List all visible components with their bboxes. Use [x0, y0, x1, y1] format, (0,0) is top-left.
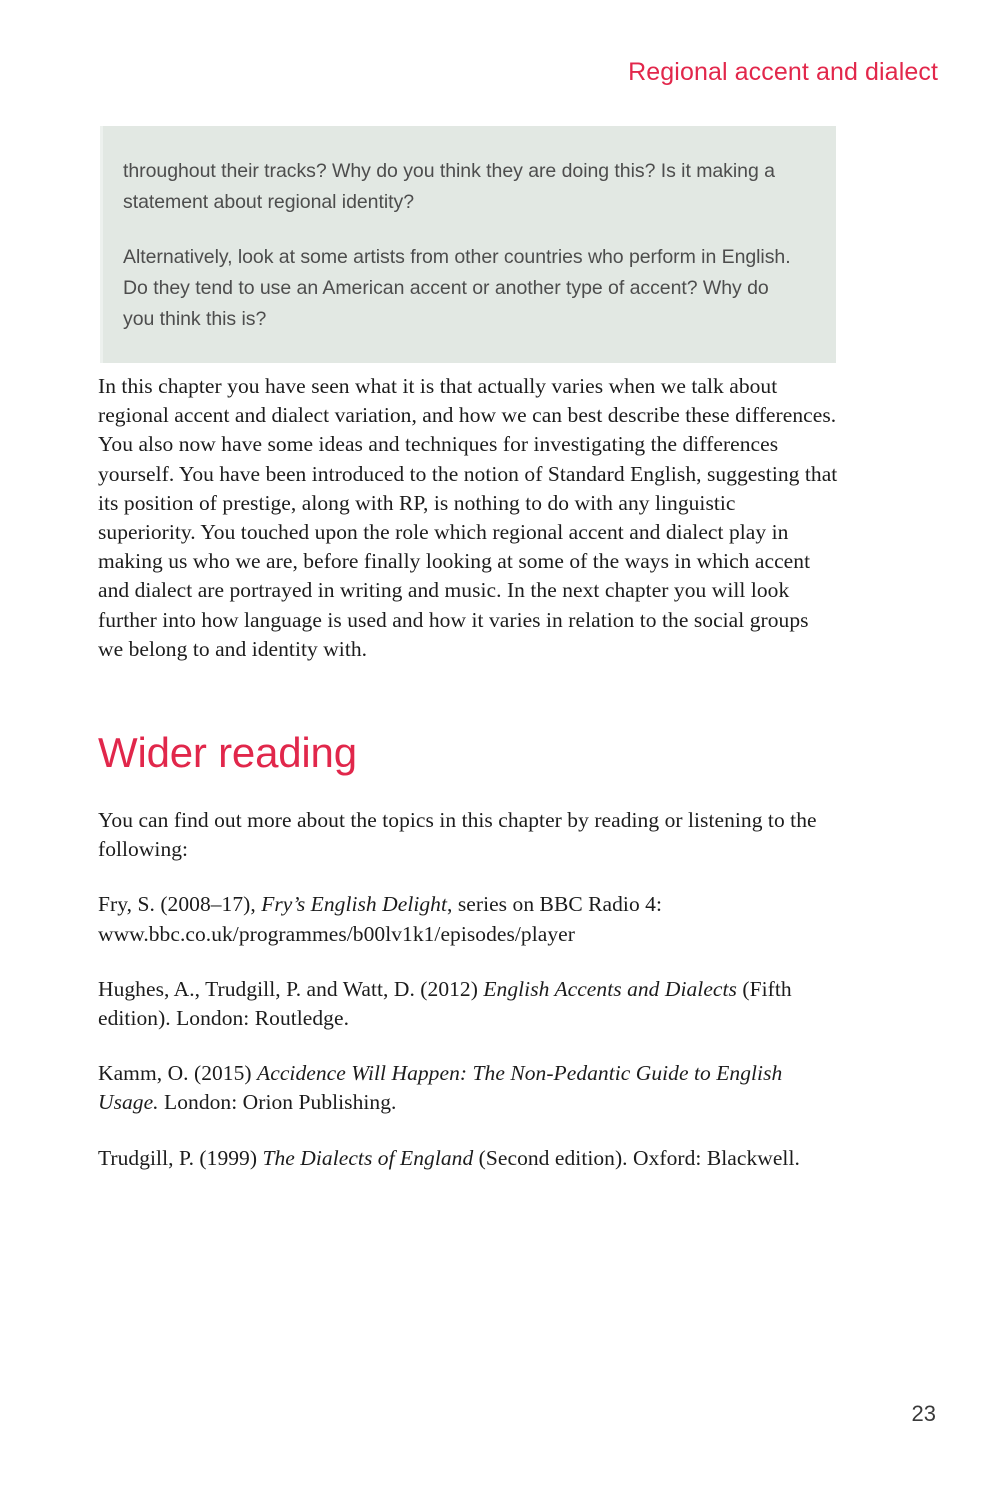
chapter-summary-paragraph: In this chapter you have seen what it is that actually varies when we talk about regional accent and dialect variation, and how we can best describe these differences. You also now have some ideas and techniques for investigating the differences yourself. You have been introduced to the notion of Standard English, suggesting that its position of prestige, along with RP, is nothing to do with any linguistic superiority. You touched upon the role which regional accent and dialect play in making us who we are, before finally looking at some of the ways in which accent and dialect are portrayed in writing and music. In the next chapter you will look further into how language is used and how it varies in relation to the social groups we belong to and identity with. — [98, 374, 838, 661]
reference-prefix: Kamm, O. (2015) — [98, 1061, 258, 1086]
reference-prefix: Fry, S. (2008–17), — [98, 892, 262, 917]
activity-callout-box — [100, 126, 836, 363]
wider-reading-intro: You can find out more about the topics in this chapter by reading or listening to the following: — [98, 808, 817, 862]
reference-suffix: London: Orion Publishing. — [158, 1090, 397, 1115]
reference-suffix: (Fifth edition). London: Routledge. — [98, 976, 792, 1031]
reference-item — [98, 1059, 838, 1117]
reference-title: English Accents and Dialects — [483, 976, 737, 1001]
page-number: 23 — [911, 1401, 936, 1426]
reference-prefix: Trudgill, P. (1999) — [98, 1145, 263, 1170]
running-head: Regional accent and dialect — [628, 58, 938, 86]
reference-item — [98, 890, 838, 948]
section-heading-wider-reading: Wider reading — [98, 729, 357, 777]
reference-prefix: Hughes, A., Trudgill, P. and Watt, D. (2012) — [98, 976, 484, 1001]
reference-title: The Dialects of England — [262, 1145, 474, 1170]
activity-paragraph-1: throughout their tracks? Why do you think they are doing this? Is it making a statement about regional identity? — [123, 160, 775, 213]
reference-title: Fry’s English Delight — [261, 892, 447, 917]
reference-item — [98, 975, 838, 1033]
reference-title: Accidence Will Happen: The Non-Pedantic Guide to English Usage. — [98, 1061, 783, 1115]
reference-item — [98, 1144, 838, 1173]
reference-suffix: (Second edition). Oxford: Blackwell. — [473, 1145, 800, 1170]
main-text-column — [98, 372, 838, 1173]
reference-suffix: , series on BBC Radio 4: www.bbc.co.uk/programmes/b00lv1k1/episodes/player — [98, 892, 663, 946]
activity-paragraph-2: Alternatively, look at some artists from other countries who perform in English. Do they tend to use an American accent or another type of accent? Why do you think this is? — [123, 246, 791, 330]
